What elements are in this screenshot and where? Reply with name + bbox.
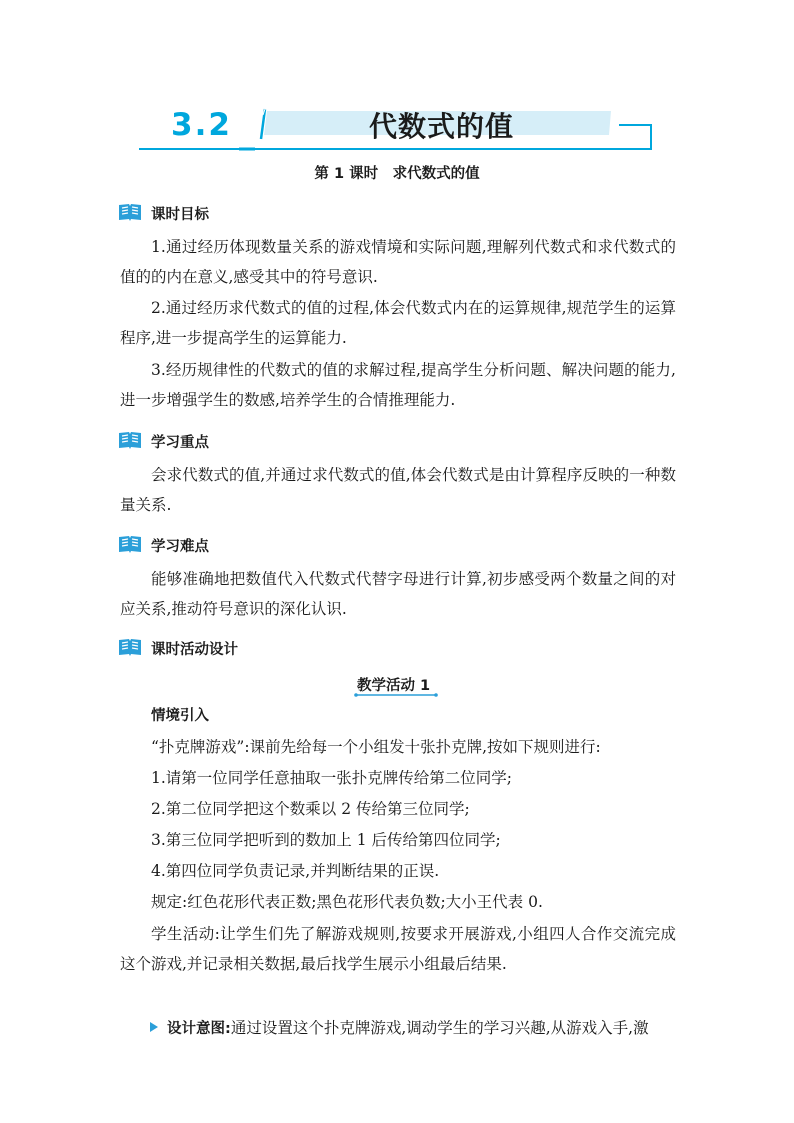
game-intro: “扑克牌游戏”:课前先给每一个小组发十张扑克牌,按如下规则进行: — [151, 738, 601, 756]
triangle-arrow-icon — [150, 1022, 158, 1032]
rule-item-3: 3.第三位同学把听到的数加上 1 后传给第四位同学; — [151, 831, 501, 849]
book-icon — [118, 430, 142, 450]
section-title: 代数式的值 — [369, 110, 515, 143]
intro-label: 情境引入 — [151, 708, 209, 724]
student-activity: 学生活动:让学生们先了解游戏规则,按要求开展游戏,小组四人合作交流完成这个游戏,并记录相关数据,最后找学生展示小组最后结果. — [120, 925, 676, 973]
section-goals-title: 课时目标 — [151, 207, 209, 223]
difficulties-text: 能够准确地把数值代入代数式代替字母进行计算,初步感受两个数量之间的对应关系,推动符号意识的深化认识. — [120, 570, 676, 618]
design-intent-label: 设计意图: — [167, 1021, 231, 1037]
section-number: 3.2 — [171, 107, 232, 143]
book-icon — [118, 202, 142, 222]
section-banner — [139, 105, 655, 153]
keypoints-text: 会求代数式的值,并通过求代数式的值,体会代数式是由计算程序反映的一种数量关系. — [120, 466, 676, 514]
goal-item-2: 2.通过经历求代数式的值的过程,体会代数式内在的运算规律,规范学生的运算程序,进一步提高学生的运算能力. — [120, 299, 676, 347]
lesson-subtitle: 第 1 课时 求代数式的值 — [314, 166, 480, 182]
activity-underline — [354, 692, 438, 698]
goal-item-1: 1.通过经历体现数量关系的游戏情境和实际问题,理解列代数式和求代数式的值的的内在意义,感受其中的符号意识. — [120, 238, 676, 286]
section-keypoints-title: 学习重点 — [151, 435, 209, 451]
design-intent-text: 通过设置这个扑克牌游戏,调动学生的学习兴趣,从游戏入手,激 — [230, 1019, 649, 1037]
section-activity-design-title: 课时活动设计 — [151, 642, 238, 658]
design-intent — [150, 1013, 676, 1044]
activity-title: 教学活动 1 — [357, 678, 431, 694]
rule-item-1: 1.请第一位同学任意抽取一张扑克牌传给第二位同学; — [151, 769, 513, 787]
section-difficulties-title: 学习难点 — [151, 539, 209, 555]
rule-item-4: 4.第四位同学负责记录,并判断结果的正误. — [151, 862, 440, 880]
rule-note: 规定:红色花形代表正数;黑色花形代表负数;大小王代表 0. — [151, 893, 543, 911]
goal-item-3: 3.经历规律性的代数式的值的求解过程,提高学生分析问题、解决问题的能力,进一步增强学生的数感,培养学生的合情推理能力. — [120, 361, 676, 409]
rule-item-2: 2.第二位同学把这个数乘以 2 传给第三位同学; — [151, 800, 470, 818]
book-icon — [118, 637, 142, 657]
book-icon — [118, 534, 142, 554]
